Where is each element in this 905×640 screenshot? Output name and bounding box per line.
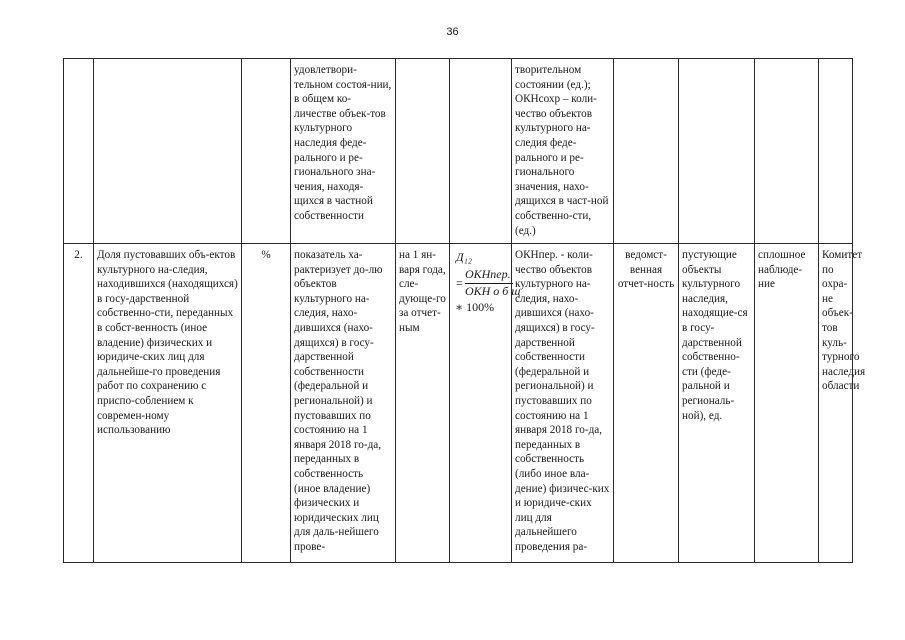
unit-cell bbox=[242, 59, 291, 244]
table-row bbox=[64, 244, 853, 563]
method-cell: сплошное наблюде-ние bbox=[755, 244, 819, 563]
observation-unit-cell bbox=[679, 59, 755, 244]
definition-cell: показатель ха-рактеризует до-лю объектов культурного на-следия, нахо-дившихся (нахо-дящихся) в госу-дарственной собственности (федеральной и региональной) и пустовавших по состоянию на 1 января 2018 го-да, переданных в собственность (иное владение) физических и юридических лиц для даль-нейшего прове- bbox=[291, 244, 396, 563]
period-cell bbox=[396, 59, 450, 244]
indicator-table bbox=[63, 58, 866, 563]
formula-lhs: Д₁₂ bbox=[456, 250, 472, 264]
formula-cell bbox=[450, 59, 512, 244]
method-cell bbox=[755, 59, 819, 244]
period-cell: на 1 ян-варя года, сле-дующе-го за отчет-ным bbox=[396, 244, 450, 563]
source-cell bbox=[614, 59, 679, 244]
formula-multiplier: ∗ 100% bbox=[455, 300, 495, 314]
formula bbox=[453, 248, 521, 328]
variables-cell: творительном состоянии (ед.); ОКНсохр – коли-чество объектов культурного на-следия феде-рального и ре-гионального значения, нахо-дящихся в част-ной собственно-сти, (ед.) bbox=[512, 59, 614, 244]
row-number-cell: 2. bbox=[64, 244, 94, 563]
observation-unit-cell: пустующие объекты культурного наследия, находящие-ся в госу-дарственной собственно-сти (феде-ральной и региональ-ной), ед. bbox=[679, 244, 755, 563]
unit-cell: % bbox=[242, 244, 291, 563]
definition-cell: удовлетвори-тельном состоя-нии, в общем ко-личестве объек-тов культурного наследия феде-рального и ре-гионального зна-чения, находя-щихся в частной собственности bbox=[291, 59, 396, 244]
formula-cell bbox=[450, 244, 521, 563]
indicator-name-cell: Доля пустовавших объ-ектов культурного на-следия, находившихся (находящихся) в госу-дарственной собственно-сти, переданных в собст-венность (иное владение) физических и юридиче-ских лиц для дальнейше-го проведения работ по сохранению с приспо-соблением к современ-ному использованию bbox=[94, 244, 242, 563]
formula-equals: = bbox=[456, 276, 463, 290]
formula-denominator: ОКН о б щ bbox=[465, 283, 521, 298]
table-row bbox=[64, 59, 853, 244]
source-cell: ведомст-венная отчет-ность bbox=[614, 244, 679, 563]
variables-cell: ОКНпер. - коли-чество объектов культурного на-следия, нахо-дившихся (нахо-дящихся) в госу-дарственной собственности (федеральной и региональной) и пустовавших по состоянию на 1 января 2018 го-да, переданных в собственность (либо иное вла-дение) физичес-ких и юридиче-ских лиц для дальнейшего проведения ра- bbox=[512, 244, 614, 563]
formula-fraction bbox=[465, 267, 521, 298]
row-number-cell bbox=[64, 59, 94, 244]
indicator-name-cell bbox=[94, 59, 242, 244]
page-number: 36 bbox=[446, 26, 459, 38]
responsible-cell bbox=[819, 59, 853, 244]
responsible-cell: Комитет по охра-не объек-тов куль-турного наследия области bbox=[819, 244, 853, 563]
formula-numerator: ОКНпер. bbox=[465, 267, 513, 284]
